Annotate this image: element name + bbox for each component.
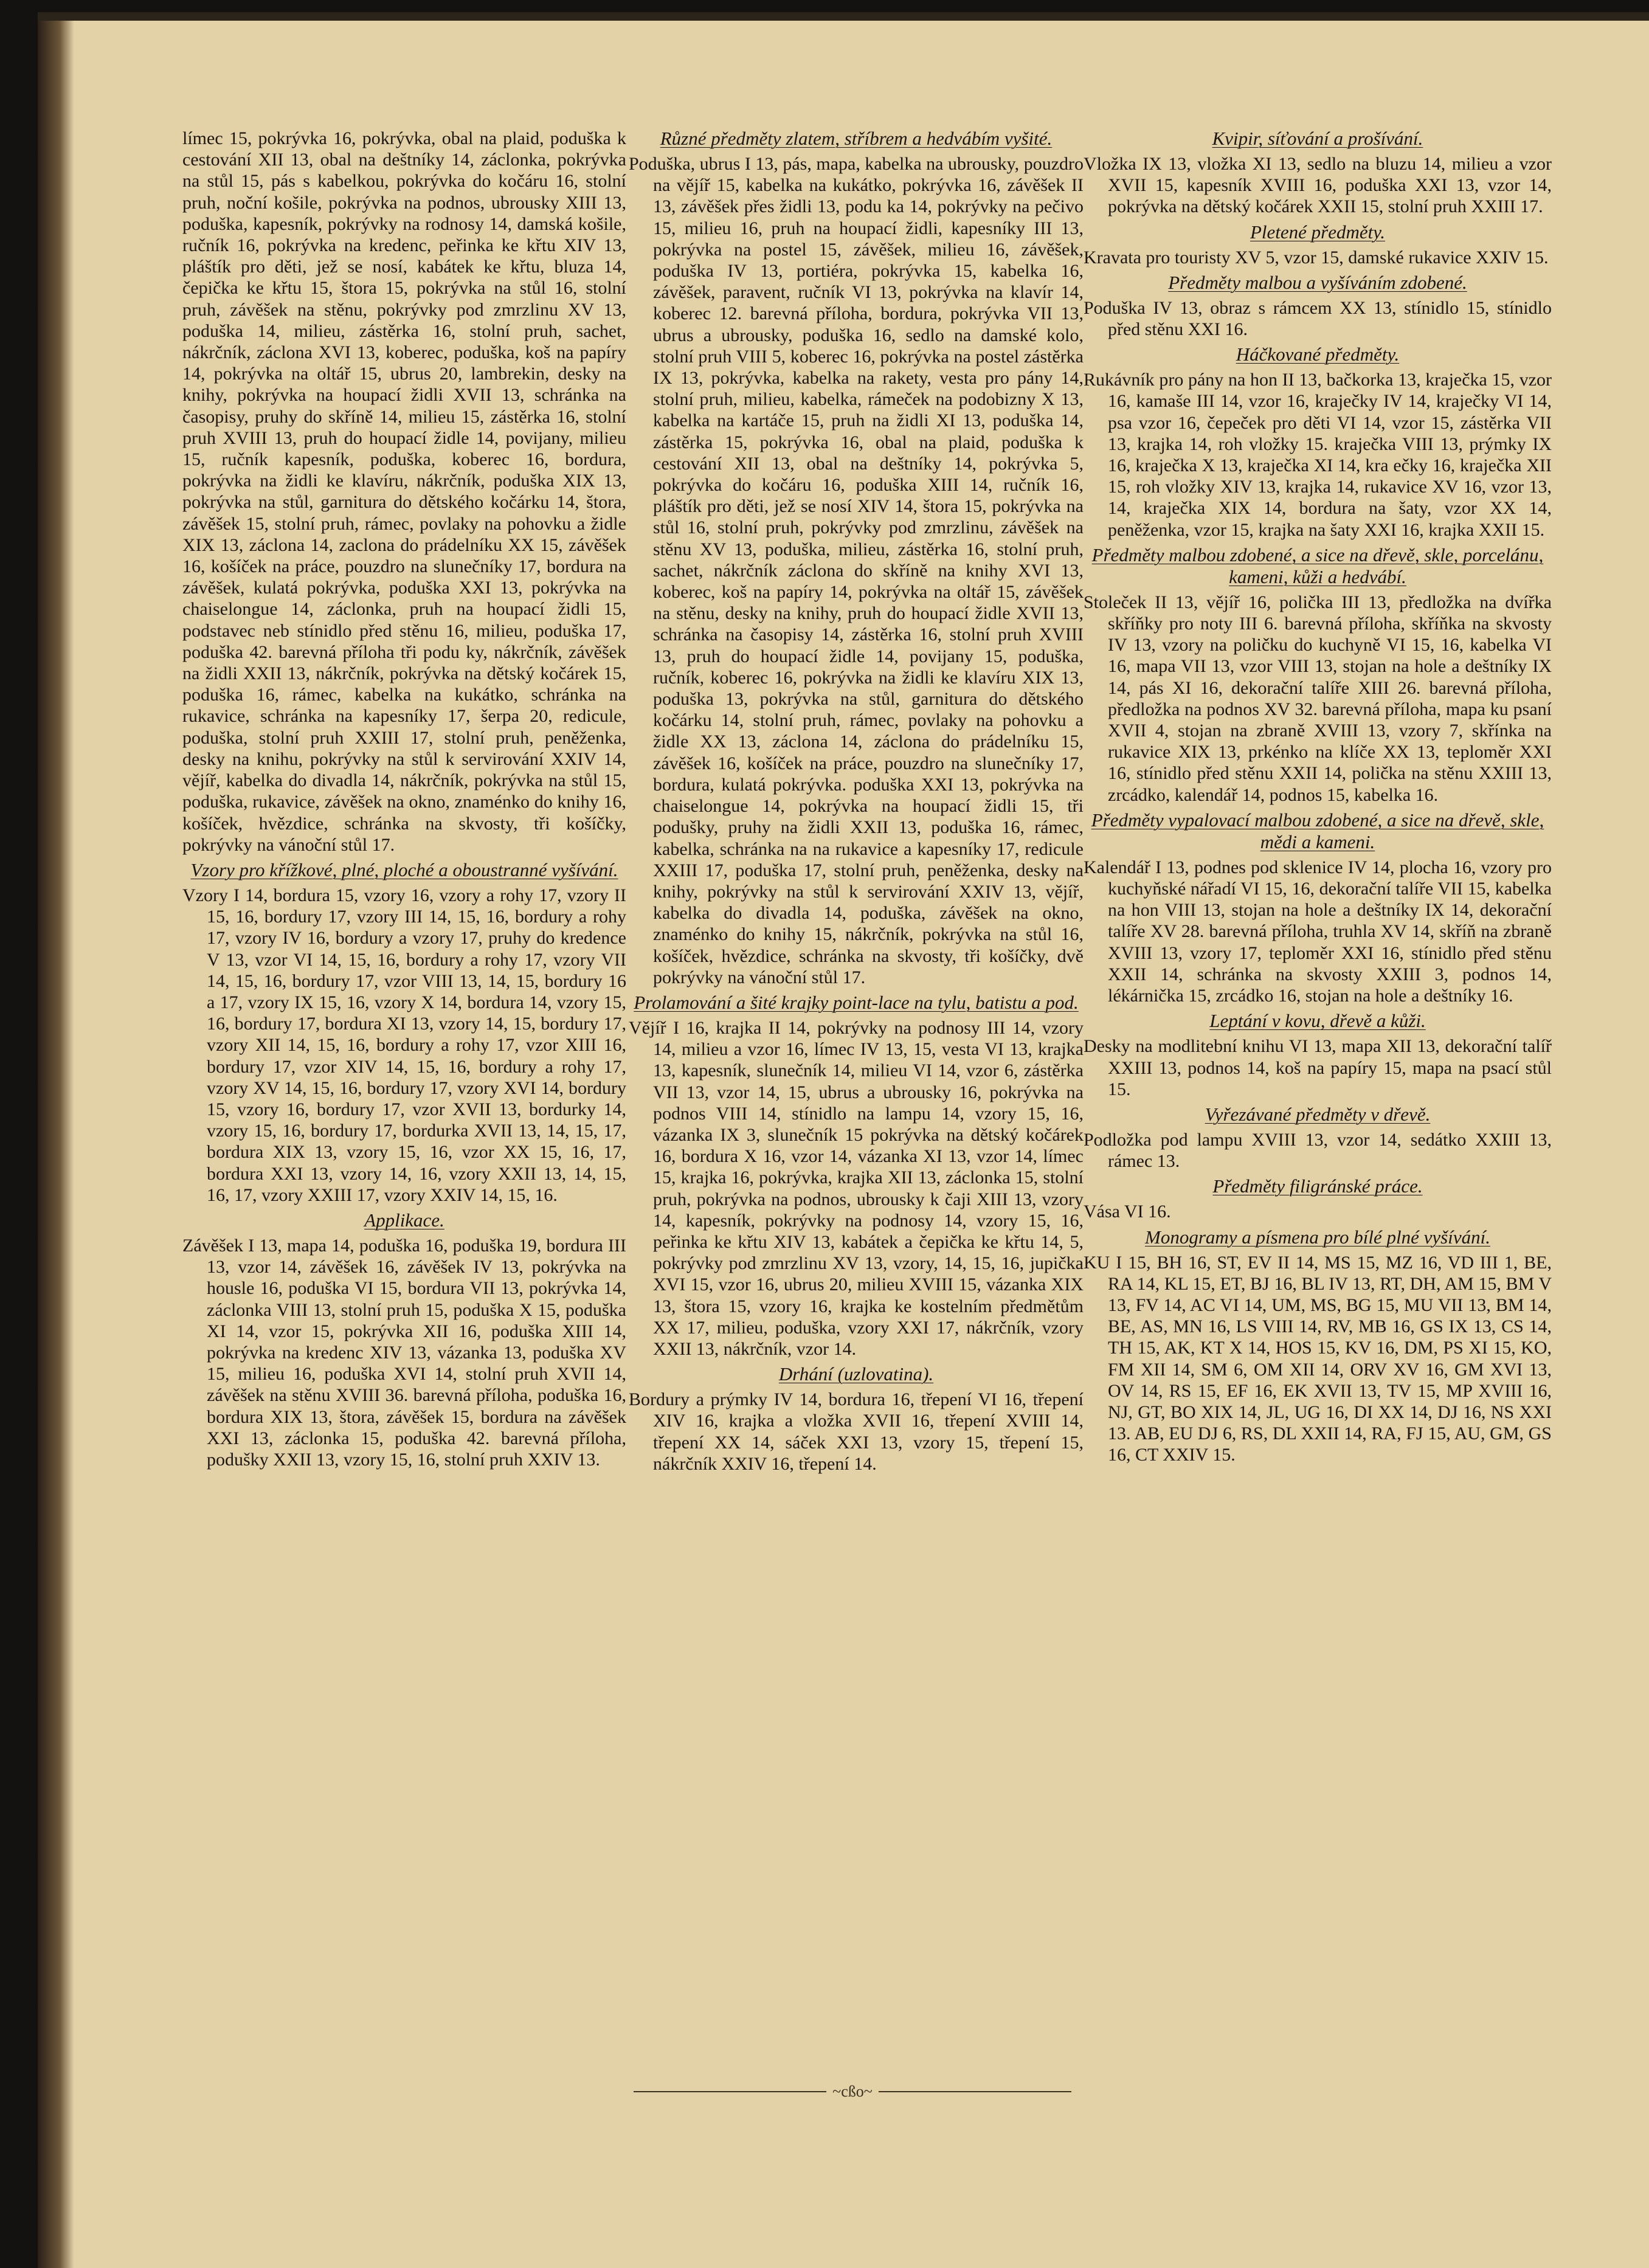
- section-heading-cross-stitch: Vzory pro křížkové, plné, ploché a oboustranné vyšívání.: [190, 859, 618, 880]
- left-intro-text: límec 15, pokrývka 16, pokrývka, obal na plaid, poduška k cestování XII 13, obal na deštníky 14, záclonka, pokrývka na stůl 15, pás s kabelkou, pokrývka do kočáru 16, stolní pruh, noční košile, pokrývka na podnos, ubrousky XIII 13, poduška, kapesník, pokrývky na rodnosy 14, damská košile, ručník 16, pokrývka na kredenc, peřinka ke křtu XIV 13, pláštík pro děti, jež se nosí, kabátek ke křtu, bluza 14, čepička ke křtu 15, štora 15, pokrývka na stůl 16, stolní pruh, závěšek na stěnu, pokrývky pod zmrzlinu XV 13, poduška 14, milieu, zástěrka 16, stolní pruh, sachet, nákrčník, záclona XVI 13, koberec, poduška, koš na papíry 14, pokrývka na oltář 15, ubrus 20, lambrekin, desky na knihy, pokrývka na houpací židli XVII 13, schránka na časopisy, pruhy do skříně 14, milieu 15, zástěrka 16, stolní pruh XVIII 13, pruh do houpací židle 14, povijany, milieu 15, ručník kapesník, poduška, koberec 16, bordura, pokrývka na židli ke klavíru, nákrčník, poduška XIX 13, pokrývka na stůl, garnitura do dětského kočárku 14, štora, závěšek 15, stolní pruh, rámec, povlaky na pohovku a židle XIX 13, záclona 14, zaclona do prádelníku XX 15, závěšek 16, košíček na práce, pouzdro na slunečníky 17, bordura na závěšek, kulatá pokrývka, poduška XXI 13, pokrývka na chaiselongue 14, záclonka, pruh na houpací židli 15, podstavec neb stínidlo před stěnu 16, milieu, poduška 17, poduška 42. barevná příloha tři podu ky, nákrčník, závěšek na židli XXII 13, nákrčník, pokrývka na dětský kočárek 15, poduška 16, rámec, kabelka na kukátko, schránka na rukavice, schránka na kapesníky 17, šerpa 20, redicule, poduška, stolní pruh XXIII 17, stolní pruh, peněženka, desky na knihu, pokrývky na stůl k servirování XXIV 14, vějíř, kabelka do divadla 14, nákrčník, pokrývka na stůl 15, poduška, rukavice, závěšek na okno, znaménko do knihy 16, košíček, hvězdice, schránka na skvosty, tři košíčky, pokrývky na vánoční stůl 17.: [182, 128, 626, 855]
- book-gutter: [38, 12, 74, 2268]
- end-ornament: [634, 2083, 1071, 2101]
- section-text-malbou-zdobene: Stoleček II 13, vějíř 16, polička III 13, předložka na dvířka skříňky pro noty III 6. barevná příloha, skříňka na skvosty IV 13, vzory na poličku do kuchyně VI 15, 16, kabelka VI 16, mapa VII 13, vzor VIII 13, stojan na hole a deštníky IX 14, pás XI 16, dekorační talíře XIII 26. barevná příloha, předložka na podnos XV 32. barevná příloha, mapa ku psaní XVII 4, stojan na zbraně XVIII 13, vzory 7, skřínka na rukavice XIX 13, prkénko na klíče XX 13, teploměr XXI 16, stínidlo před stěnu XXII 14, polička na stěnu XXIII 13, zrcádko, kalendář 14, podnos 15, kabelka 16.: [1084, 592, 1552, 805]
- section-heading-filigranske: Předměty filigránské práce.: [1212, 1175, 1423, 1197]
- section-heading-kvipir: Kvipir, síťování a prošívání.: [1212, 128, 1423, 149]
- section-heading-drhani: Drhání (uzlovatina).: [778, 1363, 934, 1385]
- section-heading-malbou-zdobene: Předměty malbou zdobené, a sice na dřevě, skle, porcelánu, kameni, kůži a hedvábí.: [1091, 544, 1544, 587]
- page-top-edge: [38, 12, 1649, 21]
- section-heading-leptani: Leptání v kovu, dřevě a kůži.: [1209, 1010, 1426, 1032]
- section-heading-vypalovaci: Předměty vypalovací malbou zdobené, a sice na dřevě, skle, mědi a kameni.: [1091, 809, 1544, 852]
- section-text-kvipir: Vložka IX 13, vložka XI 13, sedlo na bluzu 14, milieu a vzor XVII 15, kapesník XVIII 16, poduška XXI 13, vzor 14, pokrývka na dětský kočárek XXII 15, stolní pruh XXIII 17.: [1084, 154, 1552, 217]
- section-heading-malbou-vysivanim: Předměty malbou a vyšíváním zdobené.: [1168, 271, 1467, 293]
- section-text-drhani: Bordury a prýmky IV 14, bordura 16, třepení VI 16, třepení XIV 16, krajka a vložka XVII 16, třepení XVIII 14, třepení XX 14, sáček XXI 13, vzory 15, třepení 15, nákrčník XXIV 16, třepení 14.: [629, 1389, 1084, 1474]
- section-text-applikace: Závěšek I 13, mapa 14, poduška 16, poduška 19, bordura III 13, vzor 14, závěšek 16, závěšek IV 13, pokrývka na housle 16, poduška VI 15, bordura VII 13, pokrývka 14, záclonka VIII 13, stolní pruh 15, poduška X 15, poduška XI 14, vzor 15, pokrývka XII 16, poduška XIII 14, pokrývka na kredenc XIV 13, vázanka 13, poduška XV 15, milieu 16, poduška XVI 14, stolní pruh XVII 14, závěšek na stěnu XVIII 36. barevná příloha, poduška 16, bordura XIX 13, štora, závěšek 15, bordura na závěšek XXI 13, záclonka 15, poduška 42. barevná příloha, podušky XXII 13, vzory 15, 16, stolní pruh XXIV 13.: [182, 1235, 626, 1470]
- section-text-vyrezavane: Podložka pod lampu XVIII 13, vzor 14, sedátko XXIII 13, rámec 13.: [1084, 1129, 1552, 1172]
- section-heading-gold-silver: Různé předměty zlatem, stříbrem a hedvábím vyšité.: [660, 128, 1053, 149]
- column-left: [182, 128, 626, 1474]
- page: [38, 12, 1649, 2268]
- ornament-mark: ~cßo~: [832, 2083, 873, 2100]
- section-heading-point-lace: Prolamování a šité krajky point-lace na tylu, batistu a pod.: [634, 991, 1079, 1013]
- section-heading-hackovane: Háčkované předměty.: [1236, 344, 1400, 365]
- section-text-pletene: Kravata pro touristy XV 5, vzor 15, damské rukavice XXIV 15.: [1084, 247, 1549, 268]
- section-heading-pletene: Pletené předměty.: [1250, 221, 1386, 243]
- column-middle: [617, 128, 1084, 1478]
- section-heading-vyrezavane: Vyřezávané předměty v dřevě.: [1205, 1103, 1431, 1125]
- section-heading-applikace: Applikace.: [364, 1209, 444, 1231]
- column-right: [1084, 128, 1552, 1470]
- section-text-hackovane: Rukávník pro pány na hon II 13, bačkorka 13, kraječka 15, vzor 16, kamaše III 14, vzor 16, kraječky IV 14, kraječky VI 14, psa vzor 16, čepeček pro děti VI 14, vzor 15, zástěrka VII 13, krajka 14, roh vložky 15. kraječka VIII 13, prýmky IX 16, kraječka X 13, kraječka XI 14, kra ečky 16, kraječka XII 15, roh vložky XIV 13, krajka 14, rukavice XV 16, vzor 13, 14, kraječka XIX 14, bordura na šaty, vzor XX 14, peněženka, vzor 15, krajka na šaty XXI 16, krajka XXII 15.: [1084, 370, 1552, 540]
- section-text-cross-stitch: Vzory I 14, bordura 15, vzory 16, vzory a rohy 17, vzory II 15, 16, bordury 17, vzory III 14, 15, 16, bordury a rohy 17, vzory IV 16, bordury a vzory 17, pruhy do kredence V 13, vzor VI 14, 15, 16, bordury a rohy 17, vzory VII 14, 15, 16, bordury 17, vzor VIII 13, 14, 15, bordury 16 a 17, vzory IX 15, 16, vzory X 14, bordura 14, vzory 15, 16, bordury 17, bordura XI 13, vzory 14, 15, bordury 17, vzory XII 14, 15, 16, bordury a rohy 17, vzor XIII 16, bordury 17, vzor XIV 14, 15, 16, bordury a rohy 17, vzory XV 14, 15, 16, bordury 17, vzory XVI 14, bordury 15, vzory 16, bordury 17, vzor XVII 13, bordurky 14, vzory 15, 16, bordury 17, bordurka XVII 13, 14, 15, 17, bordura XIX 13, vzory 15, 16, vzor XX 15, 16, 17, bordura XXI 13, vzory 14, 16, vzory XXII 13, 14, 15, 16, 17, vzory XXIII 17, vzory XXIV 14, 15, 16.: [182, 885, 626, 1205]
- section-text-monogramy: KU I 15, BH 16, ST, EV II 14, MS 15, MZ 16, VD III 1, BE, RA 14, KL 15, ET, BJ 16, BL IV 13, RT, DH, AM 15, BM V 13, FV 14, AC VI 14, UM, MS, BG 15, MU VII 13, BM 14, BE, AS, MN 16, LS VIII 14, RV, MB 16, GS IX 13, CS 14, TH 15, AK, KT X 14, HOS 15, KV 16, DM, PS XI 15, KO, FM XII 14, SM 6, OM XII 14, ORV XV 16, GM XVI 13, OV 14, RS 15, EF 16, EK XVII 13, TV 15, MP XVIII 16, NJ, GT, BO XIX 14, JL, UG 16, DI XX 14, DJ 16, NS XXI 13. AB, EU DJ 6, RS, DL XXII 14, RA, FJ 15, AU, GM, GS 16, CT XXIV 15.: [1084, 1252, 1552, 1465]
- section-text-point-lace: Vějíř I 16, krajka II 14, pokrývky na podnosy III 14, vzory 14, milieu a vzor 16, límec IV 13, 15, vesta VI 13, krajka 13, kapesník, slunečník 14, milieu VI 14, vzor 6, zástěrka VII 13, vzor 14, 15, ubrus a ubrousky 16, pokrývka na podnos VIII 14, stínidlo na lampu 14, vzory 15, 16, vázanka IX 3, slunečník 15 pokrývka na dětský kočárek 16, bordura X 16, vzor 14, vázanka XI 13, vzor 14, límec 15, krajka 16, pokrývka, krajka XII 13, záclonka 15, stolní pruh, pokrývka na podnos, ubrousky k čaji XIII 13, vzory 14, kapesník, pokrývky na podnosy 14, vzory 15, 16, peřinka ke křtu XIV 13, kabátek a čepička ke křtu 14, 5, pokrývky pod zmrzlinu XV 13, vzory, 14, 15, 16, jupička XVI 15, vzor 16, ubrus 20, milieu XVIII 15, vázanka XIX 13, štora 15, vzory 16, krajka ke kostelním předmětům XX 17, milieu, poduška, vzory XXI 17, nákrčník, vzory XXII 13, nákrčník, vzor 14.: [629, 1017, 1084, 1359]
- section-text-gold-silver: Poduška, ubrus I 13, pás, mapa, kabelka na ubrousky, pouzdro na vějíř 15, kabelka na kukátko, pokrývka 16, závěšek II 13, závěšek přes židli 13, podu ka 14, pokrývky na pečivo 15, milieu 16, pruh na houpací židli, kapesníky III 13, pokrývka na postel 15, závěšek, milieu 16, závěšek, poduška IV 13, portiéra, pokrývka 15, kabelka 16, závěšek, paravent, ručník VI 13, pokrývka na klavír 14, koberec 12. barevná příloha, bordura, pokrývka VII 13, ubrus a ubrousky, poduška 16, sedlo na damské kolo, stolní pruh VIII 5, koberec 16, pokrývka na postel zástěrka IX 13, pokrývka, kabelka na rakety, vesta pro pány 14, stolní pruh, milieu, kabelka, rámeček na podobizny X 13, kabelka na kartáče 15, pruh na židli XI 13, poduška 14, zástěrka 15, pokrývka 16, obal na plaid, poduška k cestování XII 13, obal na deštníky 14, pokrývka 5, pokrývka do kočáru 16, poduška XIII 14, ručník 16, pláštík pro děti, jež se nosí XIV 14, štora 15, pokrývka na stůl 16, stolní pruh, pokrývky pod zmrzlinu, závěšek na stěnu XV 13, poduška, milieu, zástěrka 16, stolní pruh, sachet, nákrčník záclona do skříně na knihy XVI 13, koberec, koš na papíry 14, pokrývka na oltář 15, závěšek na stěnu, desky na knihy, pruh do houpací židle XVII 13, schránka na časopisy 14, zástěrka 16, stolní pruh XVIII 13, pruh do houpací židle 14, povijany 15, poduška, ručník, koberec 16, pokrývka na židli ke klavíru XIX 13, poduška 13, pokrývka na stůl, garnitura do dětského kočárku 14, stolní pruh, rámec, povlaky na pohovku a židle XX 13, záclona 14, záclona do prádelníku 15, závěšek 16, košíček na práce, pouzdro na slunečníky 17, bordura, kulatá pokrývka. poduška XXI 13, pokrývka na chaiselongue 14, pokrývka na houpací židli 15, tři podušky, pruhy na židli XXII 13, poduška 16, rámec, kabelka, schránka na na rukavice a kapesníky 17, redicule XXIII 17, poduška 17, stolní pruh, peněženka, desky na knihy, pokrývky na stůl k servirování XXIV 13, vějíř, kabelka do divadla 14, poduška, závěšek na okno, znaménko do knihy 15, nákrčník, pokrývka na stůl 16, košíček, hvězdice, schránka na skvosty, tři košíčky, dvě pokrývky na vánoční stůl 17.: [629, 154, 1084, 987]
- ornament-rule-left: [634, 2091, 826, 2092]
- section-heading-monogramy: Monogramy a písmena pro bílé plné vyšívání.: [1145, 1226, 1490, 1248]
- section-text-vypalovaci: Kalendář I 13, podnes pod sklenice IV 14, plocha 16, vzory pro kuchyňské nářadí VI 15, 16, dekorační talíře VII 15, kabelka na hon VIII 13, stojan na hole a deštníky IX 14, dekorační talíře XV 28. barevná příloha, truhla XV 14, skříň na zbraně XVIII 13, vzory 17, teploměr XXI 16, stínidlo před stěnu XXII 14, schránka na skvosty XXIII 3, podnos 14, lékárnička 15, zrcádko 16, stojan na hole a deštníky 16.: [1084, 857, 1552, 1006]
- section-text-filigranske: Vása VI 16.: [1084, 1201, 1171, 1222]
- ornament-rule-right: [879, 2091, 1071, 2092]
- section-text-leptani: Desky na modlitební knihu VI 13, mapa XII 13, dekorační talíř XXIII 13, podnos 14, koš na papíry 15, mapa na psací stůl 15.: [1084, 1036, 1552, 1099]
- section-text-malbou-vysivanim: Poduška IV 13, obraz s rámcem XX 13, stínidlo 15, stínidlo před stěnu XXI 16.: [1084, 297, 1552, 340]
